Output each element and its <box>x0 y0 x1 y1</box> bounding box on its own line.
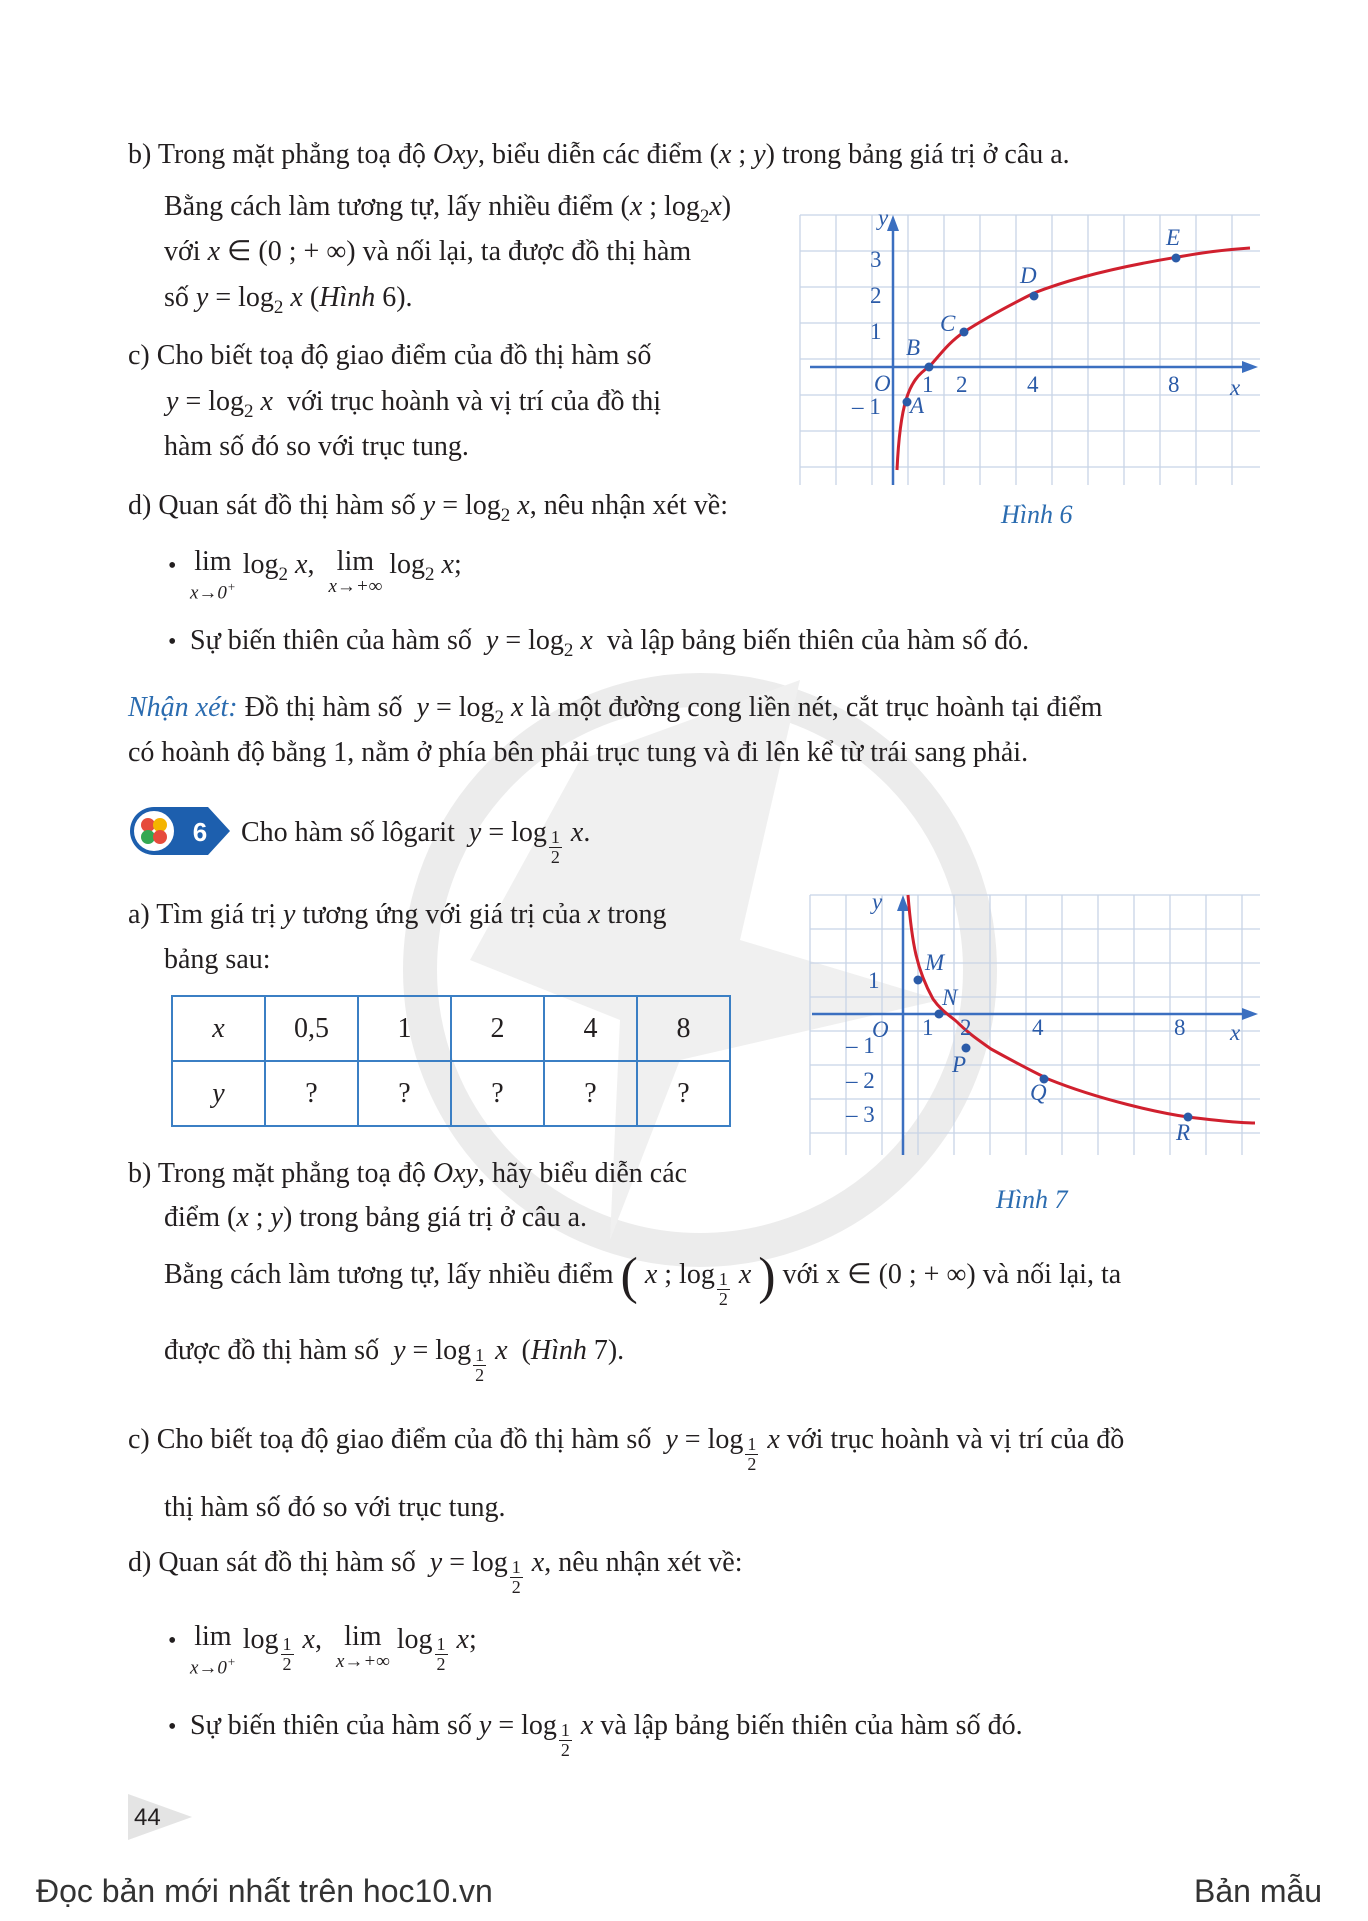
svg-text:4: 4 <box>1027 372 1039 397</box>
svg-text:B: B <box>906 335 921 360</box>
value-table <box>171 995 731 1127</box>
svg-text:– 1: – 1 <box>846 1033 875 1058</box>
bullet-limits: • lim x→0+ $\log_2 x$, lim x→+∞ $\log_2 x$; <box>168 546 462 604</box>
table-cell: 0,5 <box>265 996 358 1061</box>
activity-a-line: bảng sau: <box>164 944 271 975</box>
figure-7-caption: Hình 7 <box>996 1185 1068 1214</box>
table-row <box>172 1061 730 1126</box>
svg-text:D: D <box>1020 263 1037 288</box>
activity-b-line: b) Trong mặt phẳng toạ độ Oxy, hãy biểu diễn các <box>128 1158 688 1189</box>
activity-title: Cho hàm số lôgarit y = log $\frac{1}{2}$ x. <box>241 817 591 867</box>
table-cell: 4 <box>544 996 637 1061</box>
svg-text:O: O <box>874 371 891 396</box>
svg-text:O: O <box>872 1017 889 1042</box>
paragraph-line: Bằng cách làm tương tự, lấy nhiều điểm ( x ; log $\frac{1}{2}$ x ) với x ∈ (0 ; + ∞) và nối lại, ta <box>164 1248 1122 1309</box>
remark-line: Nhận xét: Đồ thị hàm số $y = \log_2 x$ là một đường cong liền nét, cắt trục hoành tại điểm <box>128 692 1103 728</box>
svg-text:1: 1 <box>870 319 882 344</box>
bullet-limits: • lim x→0+ log $\frac{1}{2}$ x, lim x→+∞ log $\frac{1}{2}$ x; <box>168 1621 477 1679</box>
table-cell: x <box>172 996 265 1061</box>
footer-left-link[interactable]: Đọc bản mới nhất trên hoc10.vn <box>36 1873 493 1909</box>
part-b-line: b) Trong mặt phẳng toạ độ Oxy, biểu diễn các điểm (x ; y) trong bảng giá trị ở câu a. <box>128 139 1070 170</box>
bullet-variation: • Sự biến thiên của hàm số y = log $\frac{1}{2}$ x và lập bảng biến thiên của hàm số đó. <box>168 1710 1023 1760</box>
svg-text:8: 8 <box>1174 1015 1186 1040</box>
svg-text:y: y <box>878 205 889 230</box>
svg-text:2: 2 <box>960 1015 972 1040</box>
table-cell: 2 <box>451 996 544 1061</box>
svg-text:C: C <box>940 311 956 336</box>
svg-text:1: 1 <box>922 372 934 397</box>
table-cell: ? <box>358 1061 451 1126</box>
figure-6-caption: Hình 6 <box>1001 500 1073 529</box>
part-c-line: hàm số đó so với trục tung. <box>164 431 469 462</box>
footer-right-label: Bản mẫu <box>1194 1873 1323 1909</box>
svg-text:1: 1 <box>922 1015 934 1040</box>
svg-text:y: y <box>872 889 883 914</box>
figure-6-graph <box>790 205 1270 495</box>
svg-text:– 1: – 1 <box>852 394 881 419</box>
svg-text:2: 2 <box>956 372 968 397</box>
svg-text:1: 1 <box>868 968 880 993</box>
table-cell: ? <box>637 1061 730 1126</box>
activity-a-line: a) Tìm giá trị y tương ứng với giá trị của x trong <box>128 899 667 930</box>
table-cell: 1 <box>358 996 451 1061</box>
svg-text:8: 8 <box>1168 372 1180 397</box>
svg-text:P: P <box>952 1052 967 1077</box>
activity-b-line: điểm (x ; y) trong bảng giá trị ở câu a. <box>164 1202 588 1233</box>
svg-text:3: 3 <box>870 247 882 272</box>
paragraph-line: số $y = \log_2 x$ (Hình 6). <box>164 282 413 318</box>
table-row <box>172 996 730 1061</box>
svg-text:– 2: – 2 <box>846 1068 875 1093</box>
paragraph-line: được đồ thị hàm số y = log $\frac{1}{2}$ x (Hình 7). <box>164 1335 625 1385</box>
activity-badge-icon <box>128 805 232 857</box>
part-c-line: c) Cho biết toạ độ giao điểm của đồ thị hàm số <box>128 340 652 371</box>
page-number: 44 <box>134 1804 161 1831</box>
svg-text:Q: Q <box>1030 1080 1047 1105</box>
bullet-variation: • Sự biến thiên của hàm số $y = \log_2 x$ và lập bảng biến thiên của hàm số đó. <box>168 625 1030 661</box>
activity-number: 6 <box>192 817 208 847</box>
svg-text:M: M <box>925 950 945 975</box>
svg-text:A: A <box>910 393 925 418</box>
svg-text:– 3: – 3 <box>846 1102 875 1127</box>
table-cell: 8 <box>637 996 730 1061</box>
svg-text:N: N <box>942 985 958 1010</box>
figure-7-graph <box>800 885 1270 1165</box>
table-cell: ? <box>265 1061 358 1126</box>
part-d-line: d) Quan sát đồ thị hàm số $y = \log_2 x$, nêu nhận xét về: <box>128 490 728 526</box>
remark-line: có hoành độ bằng 1, nằm ở phía bên phải trục tung và đi lên kể từ trái sang phải. <box>128 737 1029 768</box>
svg-text:R: R <box>1176 1120 1191 1145</box>
svg-text:x: x <box>1230 375 1241 400</box>
paragraph-line: với x ∈ (0 ; + ∞) và nối lại, ta được đồ thị hàm <box>164 236 692 267</box>
activity-c-line: c) Cho biết toạ độ giao điểm của đồ thị hàm số y = log $\frac{1}{2}$ x với trục hoành và vị trí của đồ <box>128 1424 1125 1474</box>
paragraph-line: Bằng cách làm tương tự, lấy nhiều điểm (x ; $\log_2x$) <box>164 191 732 227</box>
table-cell: ? <box>544 1061 637 1126</box>
table-cell: ? <box>451 1061 544 1126</box>
svg-text:x: x <box>1230 1020 1241 1045</box>
svg-text:2: 2 <box>870 283 882 308</box>
activity-c-line: thị hàm số đó so với trục tung. <box>164 1492 506 1523</box>
svg-text:E: E <box>1166 225 1181 250</box>
part-c-line: $y = \log_2 x$ với trục hoành và vị trí của đồ thị <box>166 386 662 422</box>
table-cell: y <box>172 1061 265 1126</box>
activity-d-line: d) Quan sát đồ thị hàm số y = log $\frac{1}{2}$ x, nêu nhận xét về: <box>128 1547 743 1597</box>
svg-text:4: 4 <box>1032 1015 1044 1040</box>
